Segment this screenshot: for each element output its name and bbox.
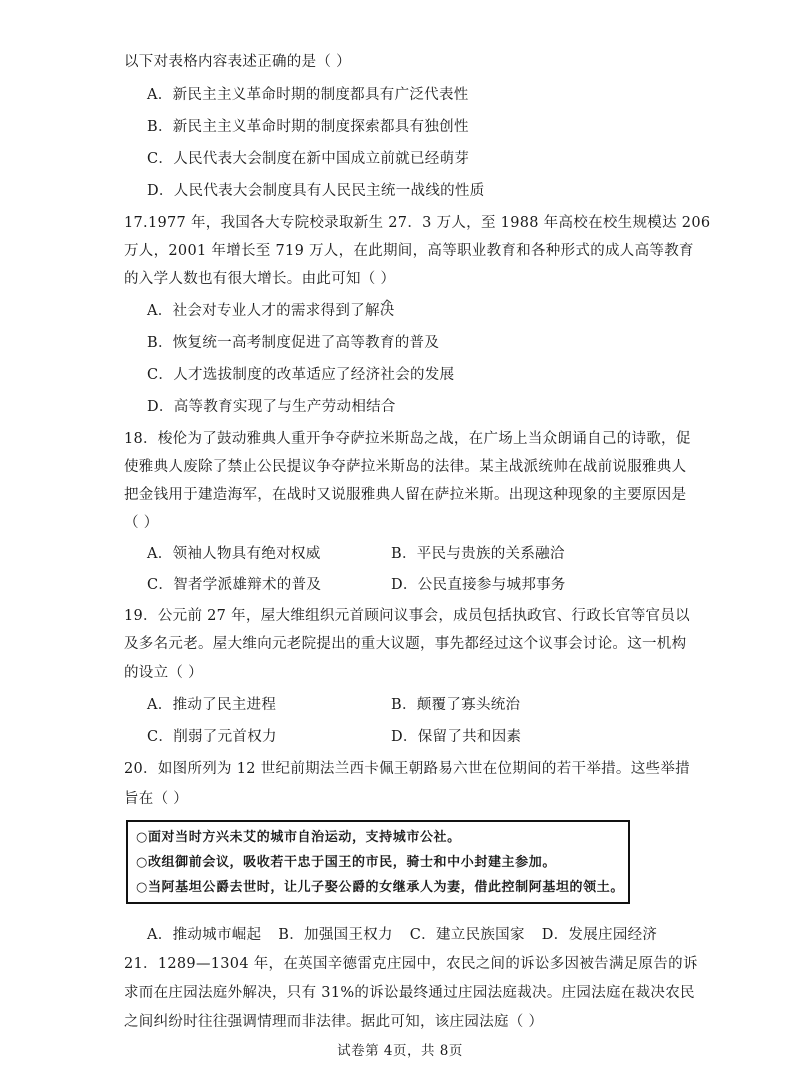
q16-stem: 以下对表格内容表述正确的是（ ） [124, 54, 351, 70]
q20-measure-1: ○面对当时方兴未艾的城市自治运动，支持城市公社。 [136, 830, 461, 845]
q20-option-c: C．建立民族国家 [409, 927, 525, 943]
q21-stem-line3: 之间纠纷时往往强调情理而非法律。据此可知，该庄园法庭（ ） [124, 1014, 544, 1030]
page-footer: 试卷第 4页，共 8页 [337, 1043, 463, 1059]
q18-option-a: A．领袖人物具有绝对权威 [147, 546, 321, 562]
q19-option-b: B．颠覆了寡头统治 [391, 697, 521, 713]
q17-stem-line2: 万人，2001 年增长至 719 万人，在此期间，高等职业教育和各种形式的成人高等教育 [124, 243, 694, 259]
q18-option-c: C．智者学派雄辩术的普及 [147, 577, 322, 593]
q20-option-b: B．加强国王权力 [278, 927, 393, 943]
q19-option-d: D．保留了共和因素 [391, 729, 522, 745]
q20-option-a: A．推动城市崛起 [147, 927, 262, 943]
q18-stem-line2: 使雅典人废除了禁止公民提议争夺萨拉米斯岛的法律。某主战派统帅在战前说服雅典人 [124, 459, 687, 475]
q16-option-b: B．新民主主义革命时期的制度探索都具有独创性 [147, 119, 469, 135]
q19-option-c: C．削弱了元首权力 [147, 729, 277, 745]
q21-stem-line2: 求而在庄园法庭外解决，只有 31%的诉讼最终通过庄园法庭裁决。庄园法庭在裁决农民 [124, 985, 695, 1001]
q19-option-a: A．推动了民主进程 [147, 697, 277, 713]
q17-stem-line3: 的入学人数也有很大增长。由此可知（ ） [124, 271, 396, 287]
q19-stem-line1: 19．公元前 27 年，屋大维组织元首顾问议事会，成员包括执政官、行政长官等官员以 [124, 608, 690, 624]
q17-option-b: B．恢复统一高考制度促进了高等教育的普及 [147, 335, 440, 351]
q20-stem-line1: 20．如图所列为 12 世纪前期法兰西卡佩王朝路易六世在位期间的若干举措。这些举措 [124, 761, 690, 777]
q16-option-a: A．新民主主义革命时期的制度都具有广泛代表性 [147, 87, 469, 103]
q21-stem-line1: 21．1289—1304 年，在英国辛德雷克庄园中，农民之间的诉讼多因被告满足原告的诉 [124, 956, 698, 972]
q20-measure-2: ○改组御前会议，吸收若干忠于国王的市民，骑士和中小封建主参加。 [136, 855, 556, 870]
q20-measure-3: ○当阿基坦公爵去世时，让儿子娶公爵的女继承人为妻，借此控制阿基坦的领土。 [136, 880, 624, 895]
q17-option-a: A．社会对专业人才的需求得到了解决 [147, 303, 395, 319]
q18-stem-line4: （ ） [124, 515, 159, 531]
q18-stem-line3: 把金钱用于建造海军，在战时又说服雅典人留在萨拉米斯。出现这种现象的主要原因是 [124, 487, 687, 503]
q17-option-d: D．高等教育实现了与生产劳动相结合 [147, 399, 396, 415]
q18-option-d: D．公民直接参与城邦事务 [391, 577, 566, 593]
q20-stem-line2: 旨在（ ） [124, 791, 189, 807]
q17-option-c: C．人才选拔制度的改革适应了经济社会的发展 [147, 367, 455, 383]
q20-measures-box [126, 820, 630, 904]
q16-option-d: D．人民代表大会制度具有人民民主统一战线的性质 [147, 183, 485, 199]
q18-stem-line1: 18．梭伦为了鼓动雅典人重开争夺萨拉米斯岛之战，在广场上当众朗诵自己的诗歌，促 [124, 431, 691, 447]
q20-options-row [147, 925, 669, 945]
q17-stem-line1: 17.1977 年，我国各大专院校录取新生 27．3 万人，至 1988 年高校在校生规模达 206 [124, 215, 711, 231]
q20-option-d: D．发展庄园经济 [541, 927, 658, 943]
q19-stem-line3: 的设立（ ） [124, 665, 203, 681]
q16-option-c: C．人民代表大会制度在新中国成立前就已经萌芽 [147, 151, 470, 167]
q19-stem-line2: 及多名元老。屋大维向元老院提出的重大议题，事先都经过这个议事会讨论。这一机构 [124, 636, 687, 652]
pen-mark-icon [382, 298, 392, 306]
q18-option-b: B．平民与贵族的关系融洽 [391, 546, 565, 562]
